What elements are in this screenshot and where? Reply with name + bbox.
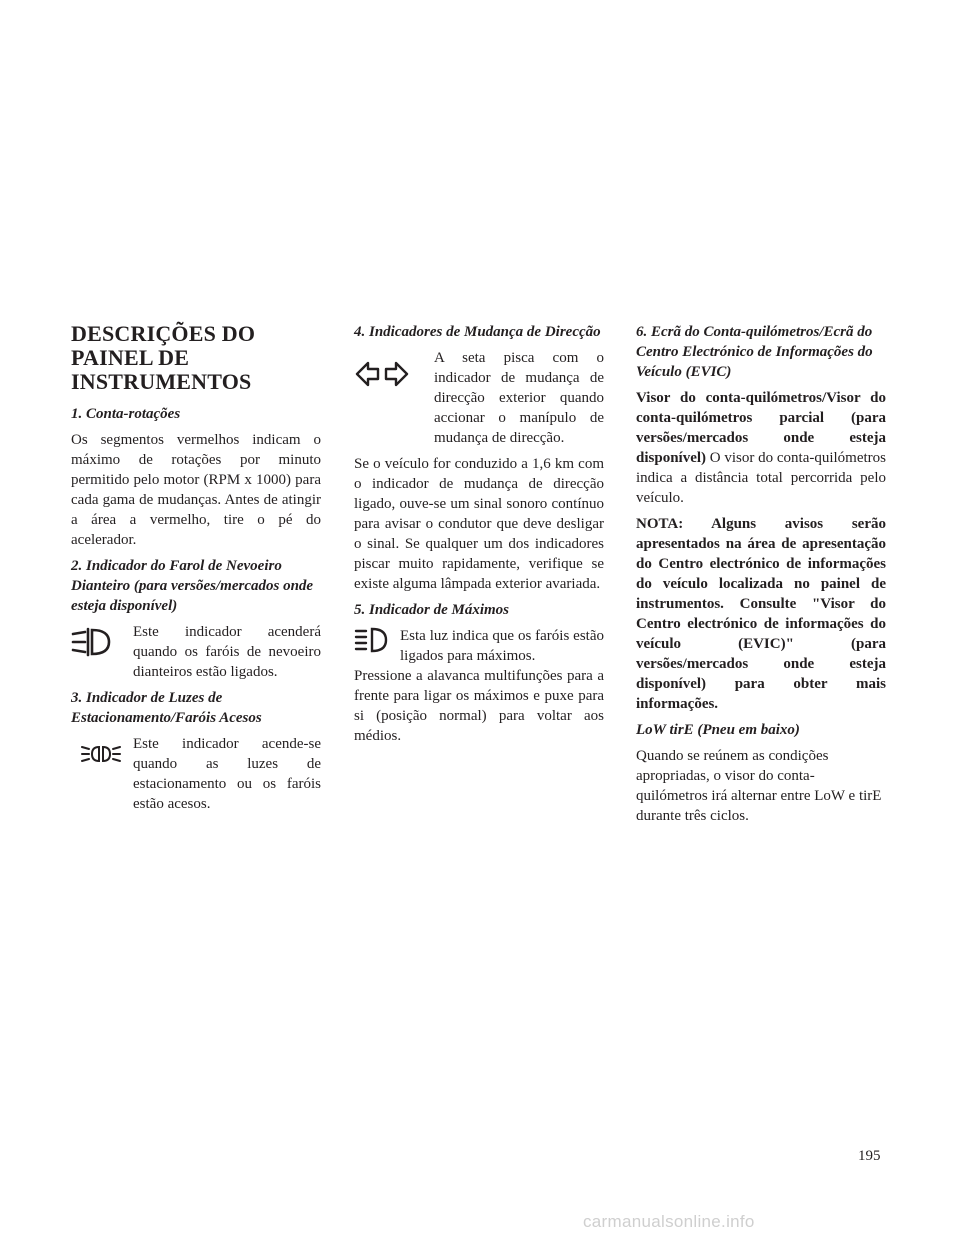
page-title: DESCRIÇÕES DO PAINEL DE INSTRUMENTOS — [71, 321, 256, 394]
section-heading-tachometer: 1. Conta-rotações — [71, 406, 181, 422]
section-heading-turn-signals: 4. Indicadores de Mudança de Direcção — [354, 324, 601, 340]
page-number: 195 — [858, 1148, 881, 1164]
low-tire-text: Quando se reúnem as condições apropriadas, o visor do conta-quilómetros irá alternar entre LoW e tirE durante três ciclos. — [636, 748, 882, 824]
section-heading-high-beam: 5. Indicador de Máximos — [354, 602, 510, 618]
odometer-text — [636, 388, 886, 508]
section-heading-fog-lamp: 2. Indicador do Farol de Nevoeiro Dianteiro (para versões/mercados onde esteja disponível) — [71, 558, 314, 614]
turn-signal-arrows-icon — [354, 356, 410, 392]
fog-lamp-text: Este indicador acenderá quando os faróis de nevoeiro dianteiros estão ligados. — [133, 624, 321, 680]
high-beam-text: Pressione a alavanca multifunções para a frente para ligar os máximos e puxe para si (posição normal) para voltar aos médios. — [354, 668, 604, 744]
high-beam-indicator-block — [354, 626, 604, 666]
odometer-body-text: O visor do conta-quilómetros indica a distância total percorrida pelo veículo. — [636, 450, 887, 506]
turn-signal-indicator-block — [354, 348, 604, 448]
footer-watermark: carmanualsonline.info — [583, 1212, 755, 1231]
front-fog-lamp-icon — [71, 624, 119, 660]
section-heading-low-tire: LoW tirE (Pneu em baixo) — [636, 722, 800, 738]
column-middle — [354, 322, 604, 752]
column-right — [636, 322, 886, 832]
turn-signal-indicator-text: A seta pisca com o indicador de mudança de direcção exterior quando accionar o manípulo de mudança de direcção. — [434, 350, 604, 446]
odometer-bold-text: Visor do conta-quilómetros/Visor do conta-quilómetros parcial (para versões/mercados onde esteja disponível) — [636, 390, 886, 466]
note-text: NOTA: Alguns avisos serão apresentados na área de apresentação do Centro electrónico de informações do veículo localizada no painel de instrumentos. Consulte "Visor do Centro electrónico de informações do veículo (EVIC)" (para versões/mercados onde esteja disponível) para obter mais informações. — [636, 516, 886, 712]
high-beam-indicator-text: Esta luz indica que os faróis estão ligados para máximos. — [400, 628, 604, 664]
section-heading-parking-lights: 3. Indicador de Luzes de Estacionamento/Faróis Acesos — [71, 690, 262, 726]
high-beam-icon — [354, 626, 390, 656]
fog-lamp-indicator-block — [71, 622, 321, 682]
column-left — [71, 322, 321, 820]
turn-signal-text: Se o veículo for conduzido a 1,6 km com o indicador de mudança de direcção ligado, ouve-se um sinal sonoro contínuo para avisar o condutor que deve desligar o sinal. Se qualquer um dos indicadores piscar muito rapidamente, verifique se existe alguma lâmpada exterior avariada. — [354, 456, 604, 592]
parking-lights-indicator-block — [71, 734, 321, 814]
parking-lights-text: Este indicador acende-se quando as luzes de estacionamento ou os faróis estão acesos. — [133, 736, 321, 812]
parking-lights-icon — [81, 736, 129, 772]
section-heading-odometer: 6. Ecrã do Conta-quilómetros/Ecrã do Centro Electrónico de Informações do Veículo (EVIC) — [636, 324, 873, 380]
tachometer-text: Os segmentos vermelhos indicam o máximo de rotações por minuto permitido pelo motor (RPM x 1000) para cada gama de mudanças. Antes de atingir a área a vermelho, tire o pé do acelerador. — [71, 432, 321, 548]
